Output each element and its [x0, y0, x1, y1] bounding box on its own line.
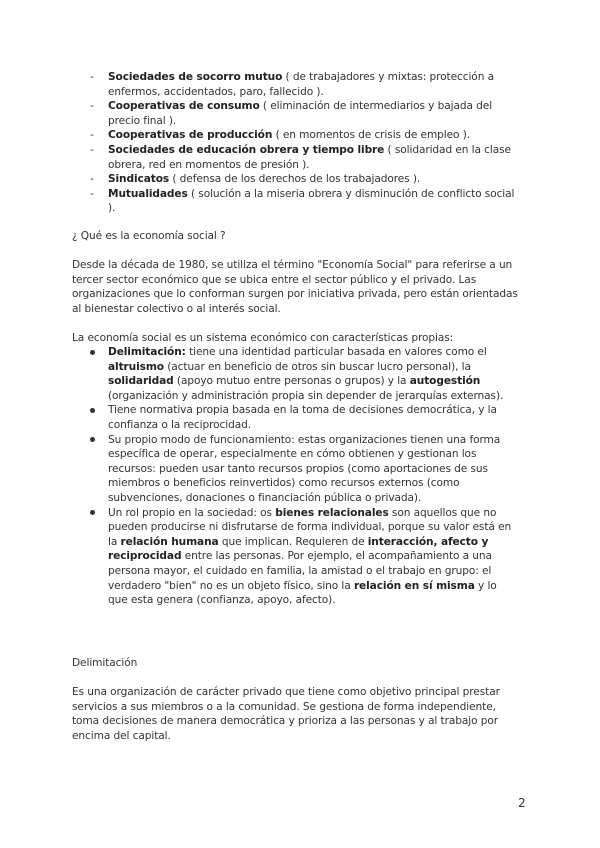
text-segment: (apoyo mutuo entre personas o grupos) y la: [173, 375, 410, 388]
text-segment: entre las personas. Por ejemplo, el acompañamiento a una persona mayor, el cuidado en familia, la amistad o el trabajo en grupo: el verdadero "bien" no es un objeto físico, sino la: [108, 550, 492, 592]
dash-marker-icon: -: [90, 71, 94, 83]
text-segment: ( en momentos de crisis de empleo ).: [272, 129, 471, 142]
list-item: [72, 128, 518, 143]
text-segment: Tiene normativa propia basada en la toma de decisiones democrática, y la confianza o la reciprocidad.: [108, 404, 497, 431]
bold-term: Delimitación:: [108, 346, 186, 358]
list-item: [72, 172, 518, 187]
list-item: [72, 433, 518, 506]
list-item: [72, 99, 518, 128]
bold-term: relación humana: [120, 535, 219, 548]
bullet-icon: [90, 506, 95, 521]
bold-term: solidaridad: [108, 375, 174, 388]
section-heading: ¿ Qué es la economía social ?: [72, 230, 226, 242]
section-heading-delimitacion: Delimitación: [72, 657, 138, 669]
list-item: [72, 345, 518, 403]
text-segment: ( eliminación de intermediarios y bajada del precio final ).: [108, 100, 493, 127]
text-segment: Su propio modo de funcionamiento: estas organizaciones tienen una forma específica de operar, especialmente en cómo obtienen y gestionan los recursos: pueden usar tanto recursos propios (como aportaciones de sus miembros o beneficios reinvertidos) como recursos externos (como subvenciones, donaciones o financiación pública o privada).: [108, 433, 501, 504]
bold-term: Sociedades de socorro mutuo: [108, 71, 283, 83]
characteristics-intro: La economía social es un sistema económico con características propias:: [72, 332, 454, 344]
bold-term: autogestión: [409, 375, 481, 388]
dash-marker-icon: -: [90, 173, 94, 186]
bold-term: Cooperativas de producción: [108, 129, 273, 142]
text-segment: ( de trabajadores y mixtas: protección a enfermos, accidentados, paro, fallecido ).: [108, 71, 494, 98]
intro-paragraph: Desde la década de 1980, se utiliza el término "Economía Social" para referirse a un tercer sector económico que se ubica entre el sector público y el privado. Las organizaciones que lo conforman surgen por iniciativa privada, pero están orientadas al bienestar colectivo o al interés social.: [72, 259, 518, 315]
bold-term: Cooperativas de consumo: [108, 100, 260, 113]
bold-term: relación en sí misma: [353, 579, 475, 592]
text-segment: Un rol propio en la sociedad: os: [108, 506, 276, 519]
historical-organizations-list: [72, 70, 518, 216]
text-segment: ( defensa de los derechos de los trabajadores ).: [169, 173, 421, 186]
bold-term: Sociedades de educación obrera y tiempo libre: [108, 143, 385, 156]
text-segment: y lo que esta genera (confianza, apoyo, afecto).: [108, 579, 497, 607]
bold-term: Sindicatos: [108, 173, 170, 186]
text-segment: son aquellos que no pueden producirse ni disfrutarse de forma individual, porque su valor está en la: [108, 506, 512, 548]
bullet-icon: [90, 433, 95, 448]
delimitacion-paragraph: Es una organización de carácter privado que tiene como objetivo principal prestar servicios a sus miembros o a la comunidad. Se gestiona de forma independiente, toma decisiones de manera democrática y prioriza a las personas y al trabajo por encima del capital.: [72, 686, 500, 742]
bold-term: bienes relacionales: [275, 506, 389, 519]
text-segment: ( solidaridad en la clase obrera, red en momentos de presión ).: [108, 143, 511, 171]
bold-term: altruismo: [108, 360, 164, 373]
page-number: 2: [518, 796, 526, 810]
characteristics-list: [72, 345, 518, 608]
text-segment: (organización y administración propia sin depender de jerarquías externas).: [108, 389, 504, 402]
text-segment: ( solución a la miseria obrera y disminución de conflicto social ).: [108, 187, 515, 215]
dash-marker-icon: -: [90, 187, 94, 200]
list-item: [72, 506, 518, 608]
list-item: [72, 187, 518, 216]
dash-marker-icon: -: [90, 100, 94, 113]
text-segment: que implican. Requieren de: [218, 535, 368, 548]
bold-term: Mutualidades: [108, 187, 188, 200]
bold-term: interacción, afecto y reciprocidad: [108, 535, 489, 563]
dash-marker-icon: -: [90, 143, 94, 156]
bullet-icon: [90, 345, 95, 360]
text-segment: tiene una identidad particular basada en valores como el: [185, 346, 487, 358]
bullet-icon: [90, 403, 95, 418]
dash-list: [72, 70, 518, 216]
list-item: [72, 403, 518, 432]
text-segment: (actuar en beneficio de otros sin buscar lucro personal), la: [163, 360, 471, 373]
dash-marker-icon: -: [90, 129, 94, 142]
characteristics-list-wrap: [72, 345, 518, 608]
list-item: [72, 70, 518, 99]
list-item: [72, 143, 518, 172]
